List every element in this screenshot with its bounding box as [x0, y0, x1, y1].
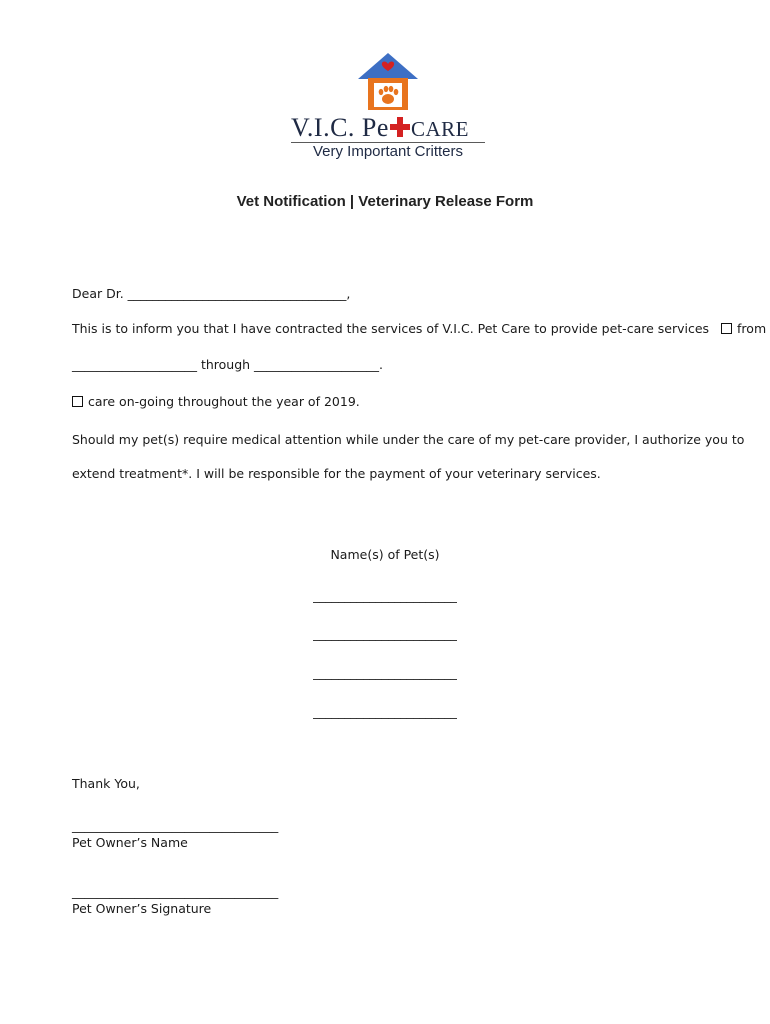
- form-title: Vet Notification | Veterinary Release Form: [236, 193, 534, 210]
- owner-signature-label: Pet Owner’s Signature: [72, 901, 212, 916]
- contract-text: This is to inform you that I have contracted the services of V.I.C. Pet Care to provide pet-care services: [72, 321, 710, 336]
- pet-names-heading: Name(s) of Pet(s): [330, 547, 440, 562]
- from-date-checkbox[interactable]: [721, 323, 732, 334]
- house-paw-icon: [291, 50, 485, 114]
- contract-statement: [72, 320, 766, 338]
- medical-cross-icon: [390, 117, 410, 137]
- owner-name-blank[interactable]: _________________________________: [72, 818, 279, 833]
- date-range-line: ____________________ through ____________________.: [72, 357, 384, 372]
- pet-name-blank-1[interactable]: _______________________: [313, 588, 457, 603]
- from-label: from: [737, 321, 767, 336]
- brand-tagline: Very Important Critters: [312, 143, 464, 160]
- owner-name-label: Pet Owner’s Name: [72, 835, 188, 850]
- pet-name-blank-4[interactable]: _______________________: [313, 704, 457, 719]
- ongoing-care-checkbox[interactable]: [72, 396, 83, 407]
- salutation: Dear Dr. ___________________________________,: [72, 286, 351, 301]
- ongoing-care-option: [72, 393, 360, 411]
- thank-you: Thank You,: [72, 776, 140, 791]
- authorization-text-2: extend treatment*. I will be responsible for the payment of your veterinary services.: [72, 466, 601, 481]
- vic-pet-care-logo: [291, 50, 485, 162]
- ongoing-care-label: care on-going throughout the year of 2019.: [88, 394, 360, 409]
- brand-name: V.I.C. Pe CARE: [291, 113, 469, 142]
- pet-name-blank-2[interactable]: _______________________: [313, 626, 457, 641]
- authorization-text-1: Should my pet(s) require medical attention while under the care of my pet-care provider, I authorize you to: [72, 432, 745, 447]
- pet-name-blank-3[interactable]: _______________________: [313, 665, 457, 680]
- owner-signature-blank[interactable]: _________________________________: [72, 884, 279, 899]
